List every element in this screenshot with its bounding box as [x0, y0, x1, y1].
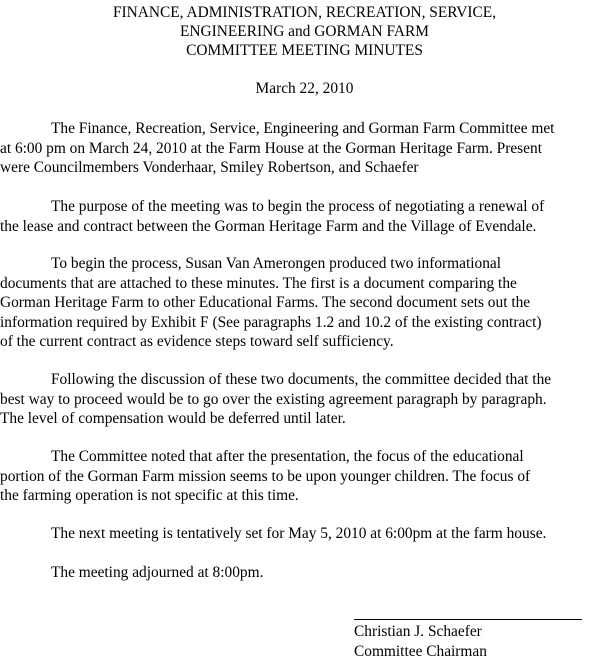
paragraph-line: The next meeting is tentatively set for May 5, 2010 at 6:00pm at the farm house. — [51, 525, 547, 542]
header-line-1: FINANCE, ADMINISTRATION, RECREATION, SERVICE, — [112, 4, 497, 21]
signature-line — [354, 619, 582, 620]
signature-block — [354, 622, 487, 661]
signature-name: Christian J. Schaefer — [354, 623, 482, 640]
header-line-3: COMMITTEE MEETING MINUTES — [186, 42, 423, 59]
paragraph-line: at 6:00 pm on March 24, 2010 at the Farm House at the Gorman Heritage Farm. Present — [0, 139, 542, 157]
paragraph-documents — [0, 254, 609, 352]
paragraph-line: The level of compensation would be deferred until later. — [0, 410, 346, 427]
paragraph-line: best way to proceed would be to go over the existing agreement paragraph by paragraph. — [0, 390, 547, 408]
paragraph-line: of the current contract as evidence steps toward self sufficiency. — [0, 333, 394, 350]
paragraph-line: information required by Exhibit F (See paragraphs 1.2 and 10.2 of the existing contract) — [0, 313, 542, 331]
paragraph-line: portion of the Gorman Farm mission seems to be upon younger children. The focus of — [0, 467, 531, 485]
paragraph-focus — [0, 447, 609, 506]
paragraph-purpose — [0, 197, 609, 236]
header-line-2: ENGINEERING and GORMAN FARM — [180, 23, 429, 40]
document-header — [0, 3, 609, 60]
paragraph-attendance — [0, 119, 609, 178]
signature-title: Committee Chairman — [354, 642, 487, 660]
paragraph-line: the farming operation is not specific at this time. — [0, 487, 299, 504]
paragraph-line: The purpose of the meeting was to begin the process of negotiating a renewal of — [51, 198, 545, 215]
paragraph-line: The Committee noted that after the presentation, the focus of the educational — [51, 448, 524, 465]
paragraph-line: documents that are attached to these minutes. The first is a document comparing the — [0, 274, 517, 292]
paragraph-line: Following the discussion of these two documents, the committee decided that the — [51, 371, 552, 388]
paragraph-line: To begin the process, Susan Van Amerongen produced two informational — [51, 255, 502, 272]
paragraph-line: The meeting adjourned at 8:00pm. — [51, 564, 264, 581]
paragraph-line: the lease and contract between the Gorman Heritage Farm and the Village of Evendale. — [0, 217, 537, 235]
paragraph-line: were Councilmembers Vonderhaar, Smiley Robertson, and Schaefer — [0, 159, 419, 176]
paragraph-discussion — [0, 370, 609, 429]
paragraph-line: The Finance, Recreation, Service, Engineering and Gorman Farm Committee met — [51, 120, 555, 137]
meeting-date: March 22, 2010 — [255, 80, 354, 97]
paragraph-next-meeting — [0, 524, 609, 544]
paragraph-adjourned — [0, 563, 609, 583]
paragraph-line: Gorman Heritage Farm to other Educational Farms. The second document sets out the — [0, 294, 531, 311]
